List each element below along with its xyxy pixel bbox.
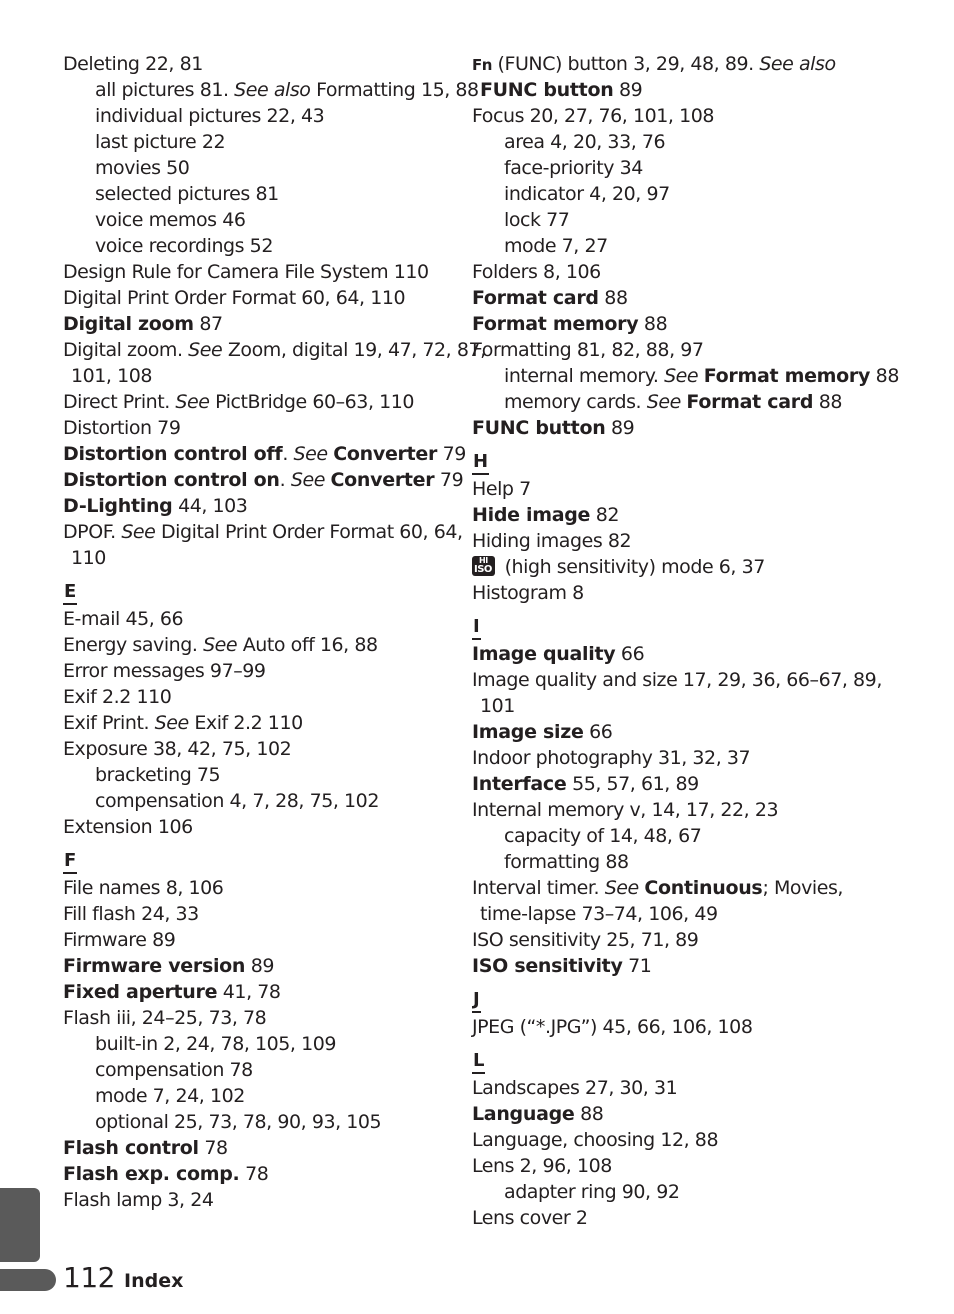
index-entry xyxy=(63,1187,463,1213)
index-entry xyxy=(63,814,463,840)
entry-text: 88 xyxy=(598,287,628,309)
index-letter-heading xyxy=(472,441,932,476)
entry-term-bold: Format memory xyxy=(703,365,871,387)
entry-term-bold: Interface xyxy=(472,773,567,795)
index-entry xyxy=(472,337,932,363)
entry-text: JPEG (“*.JPG”) 45, 66, 106, 108 xyxy=(472,1016,753,1038)
entry-text: 79 xyxy=(434,469,464,491)
section-name: Index xyxy=(124,1270,184,1292)
entry-text: bracketing 75 xyxy=(95,764,221,786)
index-entry xyxy=(63,519,463,545)
index-entry xyxy=(63,1161,463,1187)
entry-text: Flash iii, 24–25, 73, 78 xyxy=(63,1007,267,1029)
entry-text: individual pictures 22, 43 xyxy=(95,105,325,127)
entry-text: 101 xyxy=(480,695,515,717)
entry-text: ; Movies, xyxy=(762,877,843,899)
entry-text: 89 xyxy=(613,79,643,101)
index-subentry xyxy=(472,155,932,181)
entry-text: movies 50 xyxy=(95,157,190,179)
entry-text: Indoor photography 31, 32, 37 xyxy=(472,747,751,769)
entry-term-bold: FUNC button xyxy=(472,417,606,439)
entry-text: Digital Print Order Format 60, 64, 110 xyxy=(63,287,406,309)
entry-text: 88 xyxy=(638,313,668,335)
index-entry xyxy=(63,285,463,311)
entry-text: 101, 108 xyxy=(71,365,153,387)
entry-text: 79 xyxy=(437,443,466,465)
entry-text: Zoom, digital 19, 47, 72, 87, xyxy=(222,339,486,361)
index-subentry xyxy=(63,181,463,207)
index-entry xyxy=(472,1205,932,1231)
entry-text: Flash lamp 3, 24 xyxy=(63,1189,214,1211)
index-entry xyxy=(472,667,932,693)
letter-heading-text: H xyxy=(472,451,489,475)
index-entry xyxy=(63,953,463,979)
index-entry xyxy=(472,771,932,797)
index-entry xyxy=(472,1101,932,1127)
cross-reference: See also xyxy=(759,53,836,75)
index-entry xyxy=(63,684,463,710)
entry-text: 55, 57, 61, 89 xyxy=(566,773,699,795)
entry-text: Lens 2, 96, 108 xyxy=(472,1155,612,1177)
cross-reference: See xyxy=(290,469,325,491)
entry-term-bold: Flash exp. comp. xyxy=(63,1163,240,1185)
index-subentry xyxy=(63,77,479,103)
index-subentry xyxy=(63,103,463,129)
index-entry xyxy=(63,927,463,953)
entry-text: Formatting 81, 82, 88, 97 xyxy=(472,339,704,361)
index-entry xyxy=(472,719,932,745)
index-entry xyxy=(472,259,932,285)
entry-text: Focus 20, 27, 76, 101, 108 xyxy=(472,105,714,127)
entry-text: internal memory. xyxy=(504,365,665,387)
index-entry xyxy=(472,641,932,667)
entry-text: Folders 8, 106 xyxy=(472,261,601,283)
index-column-right xyxy=(472,51,932,1231)
cross-reference: See xyxy=(188,339,223,361)
entry-term-bold: Distortion control off xyxy=(63,443,283,465)
entry-term-bold: Continuous xyxy=(644,877,763,899)
index-entry xyxy=(63,311,463,337)
index-entry xyxy=(472,103,932,129)
page-number: 112 xyxy=(63,1261,115,1294)
entry-text: Exif 2.2 110 xyxy=(188,712,303,734)
letter-heading-text: E xyxy=(63,581,77,605)
entry-term-bold: ISO sensitivity xyxy=(472,955,623,977)
entry-text: Language, choosing 12, 88 xyxy=(472,1129,719,1151)
index-entry xyxy=(472,580,932,606)
entry-text: DPOF. xyxy=(63,521,122,543)
entry-text: voice memos 46 xyxy=(95,209,246,231)
index-subentry xyxy=(472,181,932,207)
index-subentry xyxy=(63,155,463,181)
entry-text: Lens cover 2 xyxy=(472,1207,588,1229)
entry-text: Landscapes 27, 30, 31 xyxy=(472,1077,678,1099)
page-number-bar xyxy=(0,1269,56,1291)
index-subentry xyxy=(472,823,932,849)
index-entry xyxy=(472,927,932,953)
entry-text: 66 xyxy=(583,721,613,743)
entry-text: E-mail 45, 66 xyxy=(63,608,184,630)
entry-term-bold: Language xyxy=(472,1103,575,1125)
entry-term-bold: Format memory xyxy=(472,313,639,335)
entry-text: Formatting 15, 88 xyxy=(310,79,479,101)
index-subentry xyxy=(63,1109,463,1135)
entry-text: . xyxy=(282,443,294,465)
entry-text: Direct Print. xyxy=(63,391,176,413)
entry-text: area 4, 20, 33, 76 xyxy=(504,131,666,153)
index-subentry xyxy=(472,207,932,233)
index-entry xyxy=(63,710,463,736)
entry-term-bold: Firmware version xyxy=(63,955,246,977)
index-entry-continuation xyxy=(472,77,932,103)
index-entry xyxy=(63,875,463,901)
entry-text: ISO sensitivity 25, 71, 89 xyxy=(472,929,699,951)
index-entry xyxy=(472,1075,932,1101)
index-entry xyxy=(63,467,463,493)
entry-text: Hiding images 82 xyxy=(472,530,632,552)
entry-text: mode 7, 24, 102 xyxy=(95,1085,245,1107)
cross-reference: See xyxy=(154,712,189,734)
entry-term-bold: Converter xyxy=(333,443,438,465)
index-entry xyxy=(63,441,466,467)
entry-term-bold: FUNC button xyxy=(480,79,614,101)
entry-text: Exif 2.2 110 xyxy=(63,686,172,708)
entry-text: Internal memory v, 14, 17, 22, 23 xyxy=(472,799,779,821)
entry-text: last picture 22 xyxy=(95,131,226,153)
entry-text: Firmware 89 xyxy=(63,929,176,951)
hi-iso-icon: HI ISO xyxy=(472,556,495,576)
entry-text: Digital Print Order Format 60, 64, xyxy=(155,521,463,543)
entry-text: 82 xyxy=(590,504,620,526)
entry-text: 41, 78 xyxy=(217,981,281,1003)
entry-text: 71 xyxy=(622,955,652,977)
index-entry xyxy=(472,415,932,441)
cross-reference: See xyxy=(604,877,639,899)
index-entry xyxy=(472,875,932,901)
index-entry-continuation xyxy=(63,545,463,571)
index-entry xyxy=(472,502,932,528)
entry-text: 78 xyxy=(239,1163,269,1185)
entry-text: 87 xyxy=(193,313,223,335)
chapter-tab xyxy=(0,1188,40,1262)
index-entry-continuation xyxy=(63,363,463,389)
entry-text: mode 7, 27 xyxy=(504,235,608,257)
index-subentry xyxy=(63,1083,463,1109)
entry-term-bold: Fixed aperture xyxy=(63,981,218,1003)
entry-text: Design Rule for Camera File System 110 xyxy=(63,261,429,283)
entry-term-bold: Format card xyxy=(686,391,814,413)
index-subentry xyxy=(63,762,463,788)
entry-text: voice recordings 52 xyxy=(95,235,273,257)
entry-term-bold: Image size xyxy=(472,721,584,743)
entry-text: PictBridge 60–63, 110 xyxy=(209,391,415,413)
entry-text: Error messages 97–99 xyxy=(63,660,266,682)
letter-heading-text: J xyxy=(472,989,481,1013)
entry-text: 88 xyxy=(813,391,843,413)
entry-text: Distortion 79 xyxy=(63,417,181,439)
cross-reference: See xyxy=(664,365,699,387)
index-subentry xyxy=(63,1031,463,1057)
index-letter-heading xyxy=(472,1040,932,1075)
entry-text: Fill flash 24, 33 xyxy=(63,903,199,925)
entry-text: face-priority 34 xyxy=(504,157,643,179)
entry-term-bold: Hide image xyxy=(472,504,591,526)
entry-text: . xyxy=(279,469,291,491)
entry-term-bold: Format card xyxy=(472,287,599,309)
entry-text: Image quality and size 17, 29, 36, 66–67, 89, xyxy=(472,669,882,691)
cross-reference: See xyxy=(121,521,156,543)
entry-text: 44, 103 xyxy=(172,495,248,517)
entry-text: time-lapse 73–74, 106, 49 xyxy=(480,903,718,925)
letter-heading-text: L xyxy=(472,1050,485,1074)
index-entry-continuation xyxy=(472,693,932,719)
entry-text: compensation 78 xyxy=(95,1059,253,1081)
entry-text: capacity of 14, 48, 67 xyxy=(504,825,702,847)
index-entry xyxy=(63,979,463,1005)
index-entry xyxy=(63,658,463,684)
index-entry xyxy=(63,337,486,363)
index-subentry xyxy=(472,849,932,875)
entry-text: 66 xyxy=(615,643,645,665)
entry-text: Exif Print. xyxy=(63,712,155,734)
entry-term-bold: Flash control xyxy=(63,1137,199,1159)
index-subentry xyxy=(63,1057,463,1083)
entry-text: 89 xyxy=(245,955,275,977)
index-entry xyxy=(472,476,932,502)
letter-heading-text: F xyxy=(63,850,77,874)
index-letter-heading xyxy=(63,840,463,875)
entry-text: selected pictures 81 xyxy=(95,183,279,205)
index-entry xyxy=(63,51,463,77)
index-subentry xyxy=(63,207,463,233)
entry-text: Deleting 22, 81 xyxy=(63,53,203,75)
letter-heading-text: I xyxy=(472,616,481,640)
index-entry xyxy=(472,1153,932,1179)
entry-text: built-in 2, 24, 78, 105, 109 xyxy=(95,1033,337,1055)
index-entry xyxy=(472,745,932,771)
entry-text: 88 xyxy=(870,365,899,387)
index-entry xyxy=(63,632,463,658)
index-letter-heading xyxy=(63,571,463,606)
index-entry xyxy=(63,1005,463,1031)
index-entry xyxy=(472,953,932,979)
entry-text: optional 25, 73, 78, 90, 93, 105 xyxy=(95,1111,382,1133)
index-subentry xyxy=(63,129,463,155)
index-subentry xyxy=(472,363,932,389)
index-entry xyxy=(63,389,463,415)
index-subentry xyxy=(472,1179,932,1205)
entry-text: Digital zoom. xyxy=(63,339,189,361)
entry-term-bold: D-Lighting xyxy=(63,495,173,517)
cross-reference: See also xyxy=(234,79,311,101)
index-subentry xyxy=(472,233,932,259)
cross-reference: See xyxy=(175,391,210,413)
index-entry xyxy=(472,1014,932,1040)
index-entry-continuation xyxy=(472,901,932,927)
index-subentry xyxy=(472,389,932,415)
index-entry xyxy=(472,797,932,823)
entry-term-bold: Image quality xyxy=(472,643,616,665)
entry-text: File names 8, 106 xyxy=(63,877,224,899)
entry-term-bold: Distortion control on xyxy=(63,469,280,491)
entry-text: (FUNC) button 3, 29, 48, 89. xyxy=(491,53,760,75)
entry-text: Energy saving. xyxy=(63,634,204,656)
entry-text: adapter ring 90, 92 xyxy=(504,1181,680,1203)
fn-button-icon: Fn xyxy=(472,56,492,74)
index-entry xyxy=(472,311,932,337)
index-entry xyxy=(472,554,932,580)
entry-text: 110 xyxy=(71,547,106,569)
entry-text: formatting 88 xyxy=(504,851,629,873)
index-entry xyxy=(63,259,463,285)
entry-text: Extension 106 xyxy=(63,816,193,838)
cross-reference: See xyxy=(646,391,681,413)
index-entry xyxy=(472,528,932,554)
index-subentry xyxy=(472,129,932,155)
entry-text: Exposure 38, 42, 75, 102 xyxy=(63,738,292,760)
index-entry xyxy=(63,415,463,441)
index-entry xyxy=(472,51,932,77)
entry-text: indicator 4, 20, 97 xyxy=(504,183,670,205)
index-subentry xyxy=(63,233,463,259)
index-entry xyxy=(63,1135,463,1161)
index-entry xyxy=(63,736,463,762)
index-entry xyxy=(472,285,932,311)
entry-text: all pictures 81. xyxy=(95,79,235,101)
entry-text: compensation 4, 7, 28, 75, 102 xyxy=(95,790,379,812)
index-entry xyxy=(63,493,463,519)
entry-text: 78 xyxy=(198,1137,228,1159)
cross-reference: See xyxy=(203,634,238,656)
entry-text: Auto off 16, 88 xyxy=(237,634,378,656)
entry-text: (high sensitivity) mode 6, 37 xyxy=(499,556,765,578)
entry-text: 88 xyxy=(574,1103,604,1125)
entry-text: lock 77 xyxy=(504,209,570,231)
index-letter-heading xyxy=(472,606,932,641)
entry-text: Interval timer. xyxy=(472,877,605,899)
entry-text: Histogram 8 xyxy=(472,582,584,604)
index-letter-heading xyxy=(472,979,932,1014)
entry-text: Help 7 xyxy=(472,478,531,500)
entry-term-bold: Digital zoom xyxy=(63,313,194,335)
index-entry xyxy=(63,901,463,927)
entry-text: 89 xyxy=(605,417,635,439)
index-entry xyxy=(472,1127,932,1153)
index-entry xyxy=(63,606,463,632)
index-subentry xyxy=(63,788,463,814)
entry-text: memory cards. xyxy=(504,391,647,413)
cross-reference: See xyxy=(293,443,328,465)
entry-term-bold: Converter xyxy=(330,469,435,491)
